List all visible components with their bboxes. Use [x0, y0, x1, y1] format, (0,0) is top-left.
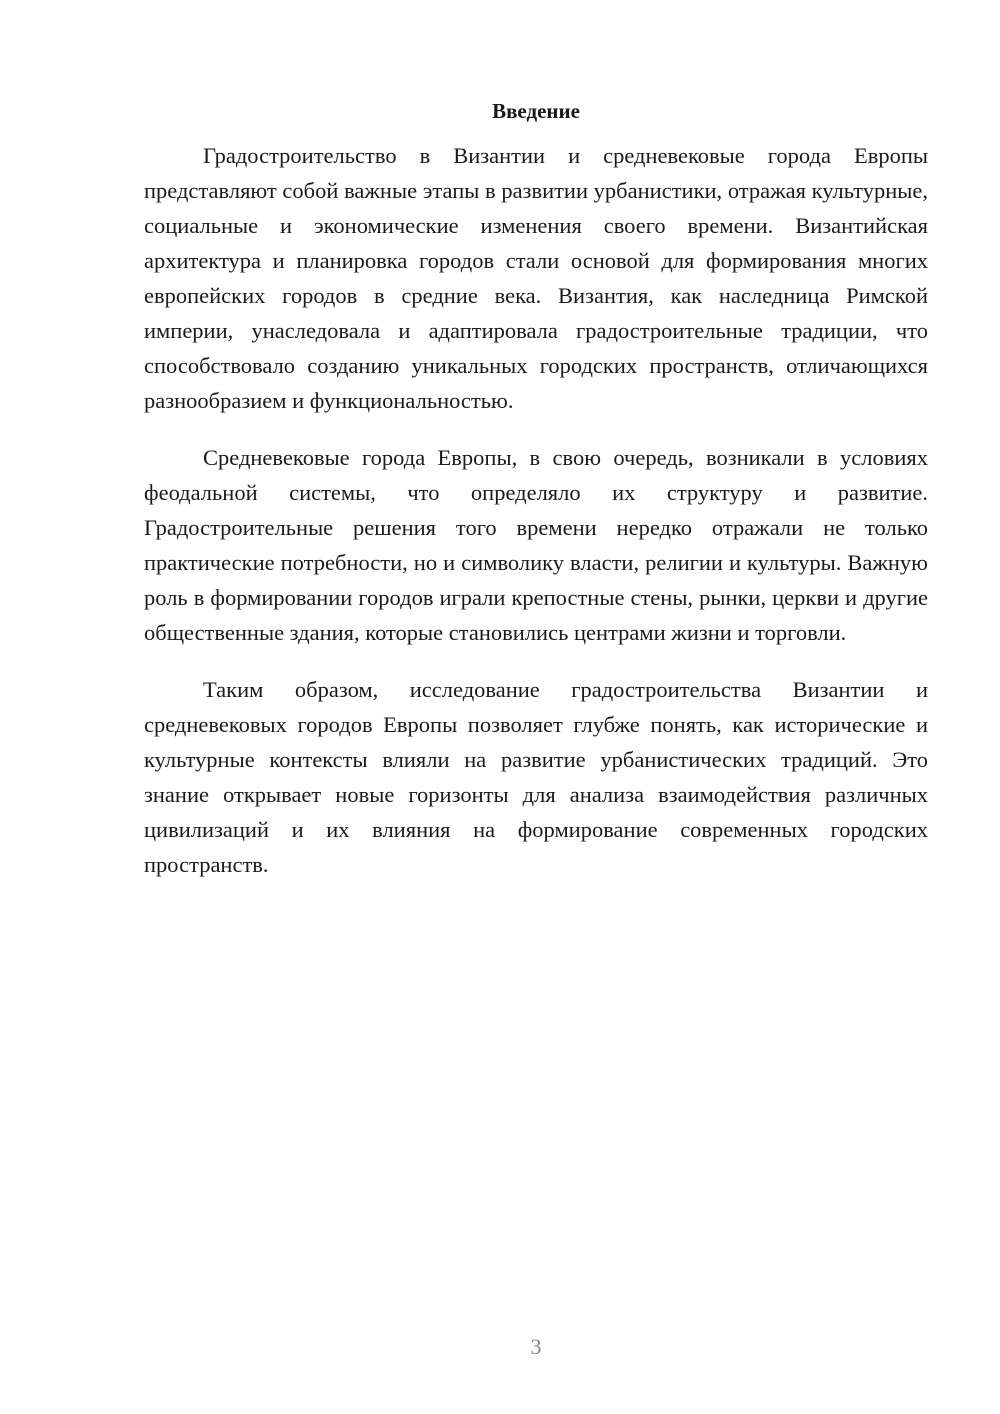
page-content — [144, 96, 928, 904]
section-heading: Введение — [492, 99, 580, 123]
page-number: 3 — [530, 1334, 542, 1359]
paragraph-1: Градостроительство в Византии и средневековые города Европы представляют собой важные этапы в развитии урбанистики, отражая культурные, социальные и экономические изменения своего времени. Византийская архитектура и планировка городов стали основой для формирования многих европейских городов в средние века. Византия, как наследница Римской империи, унаследовала и адаптировала градостроительные традиции, что способствовало созданию уникальных городских пространств, отличающихся разнообразием и функциональностью. — [144, 143, 928, 413]
paragraph-2: Средневековые города Европы, в свою очередь, возникали в условиях феодальной системы, что определяло их структуру и развитие. Градостроительные решения того времени нередко отражали не только практические потребности, но и символику власти, религии и культуры. Важную роль в формировании городов играли крепостные стены, рынки, церкви и другие общественные здания, которые становились центрами жизни и торговли. — [144, 445, 928, 645]
paragraph-3: Таким образом, исследование градостроительства Византии и средневековых городов Европы позволяет глубже понять, как исторические и культурные контексты влияли на развитие урбанистических традиций. Это знание открывает новые горизонты для анализа взаимодействия различных цивилизаций и их влияния на формирование современных городских пространств. — [144, 677, 928, 877]
